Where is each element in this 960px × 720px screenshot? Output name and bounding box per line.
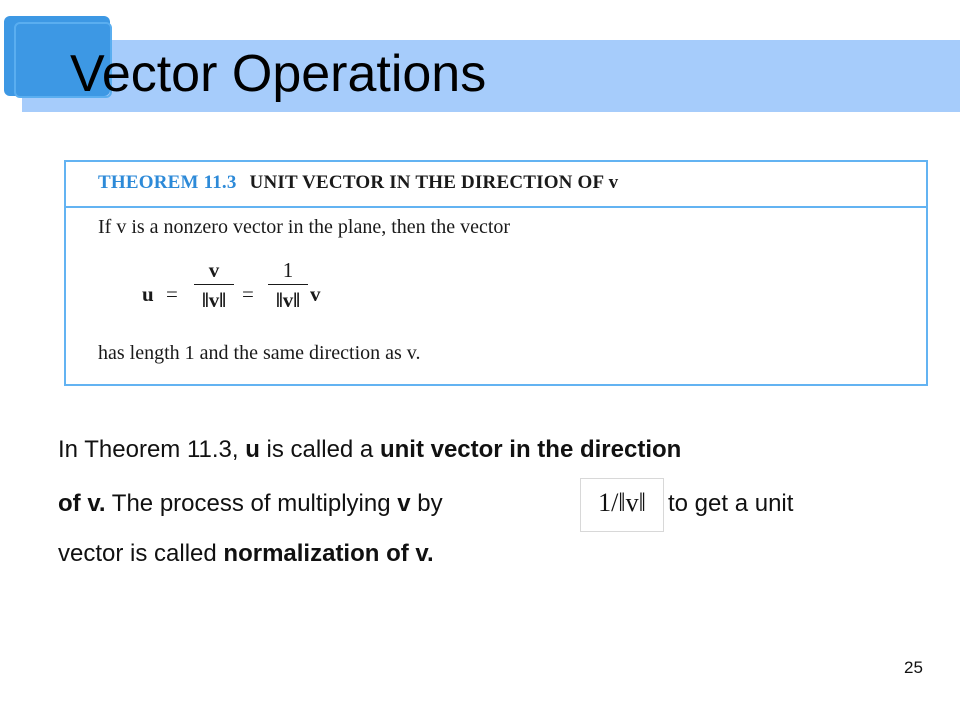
theorem-conclusion <box>98 342 421 365</box>
formula-equals-1: = <box>166 282 178 306</box>
theorem-heading <box>98 172 618 194</box>
page-number: 25 <box>904 658 923 677</box>
p1-text-d: unit vector in the direction <box>379 436 682 463</box>
theorem-number: THEOREM 11.3 <box>98 172 237 193</box>
fraction-2-numerator: 1 <box>282 258 294 282</box>
p1-text-c: is called a <box>259 436 380 463</box>
p1-text-b: u <box>245 436 260 463</box>
p3-text-a: vector is called <box>58 540 224 567</box>
theorem-box <box>64 160 928 386</box>
formula-fraction-2 <box>268 258 308 313</box>
theorem-intro <box>98 216 510 239</box>
paragraph-line-2-end <box>668 490 793 518</box>
formula-equals-2: = <box>242 282 254 306</box>
fraction-1-denominator: ‖v‖ <box>201 288 227 312</box>
fraction-2-bar <box>268 284 308 285</box>
fraction-1-numerator: v <box>208 258 220 282</box>
p2-text-e: to get a unit <box>668 490 794 517</box>
fraction-2-denominator: ‖v‖ <box>275 288 301 312</box>
inline-normalization-formula: 1/‖v‖ <box>580 478 664 532</box>
formula-fraction-1 <box>194 258 234 313</box>
formula-tail: v <box>310 282 321 306</box>
p2-text-b: The process of multiplying <box>105 490 398 517</box>
theorem-header <box>66 162 926 208</box>
formula-lhs: u <box>142 282 154 306</box>
paragraph-line-3 <box>58 540 434 568</box>
theorem-conclusion-text: has length 1 and the same direction as v. <box>98 342 421 364</box>
theorem-intro-text: If v is a nonzero vector in the plane, then the vector <box>98 216 511 238</box>
p2-text-a: of v. <box>58 490 106 517</box>
p2-text-c: v <box>397 490 411 517</box>
paragraph-line-2 <box>58 490 443 518</box>
p3-text-b: normalization of v. <box>223 540 434 567</box>
slide-title: Vector Operations <box>70 45 487 103</box>
p2-text-d: by <box>410 490 443 517</box>
theorem-name: UNIT VECTOR IN THE DIRECTION OF v <box>249 172 619 193</box>
fraction-1-bar <box>194 284 234 285</box>
paragraph-line-1 <box>58 436 681 464</box>
p1-text-a: In Theorem 11.3, <box>58 436 246 463</box>
